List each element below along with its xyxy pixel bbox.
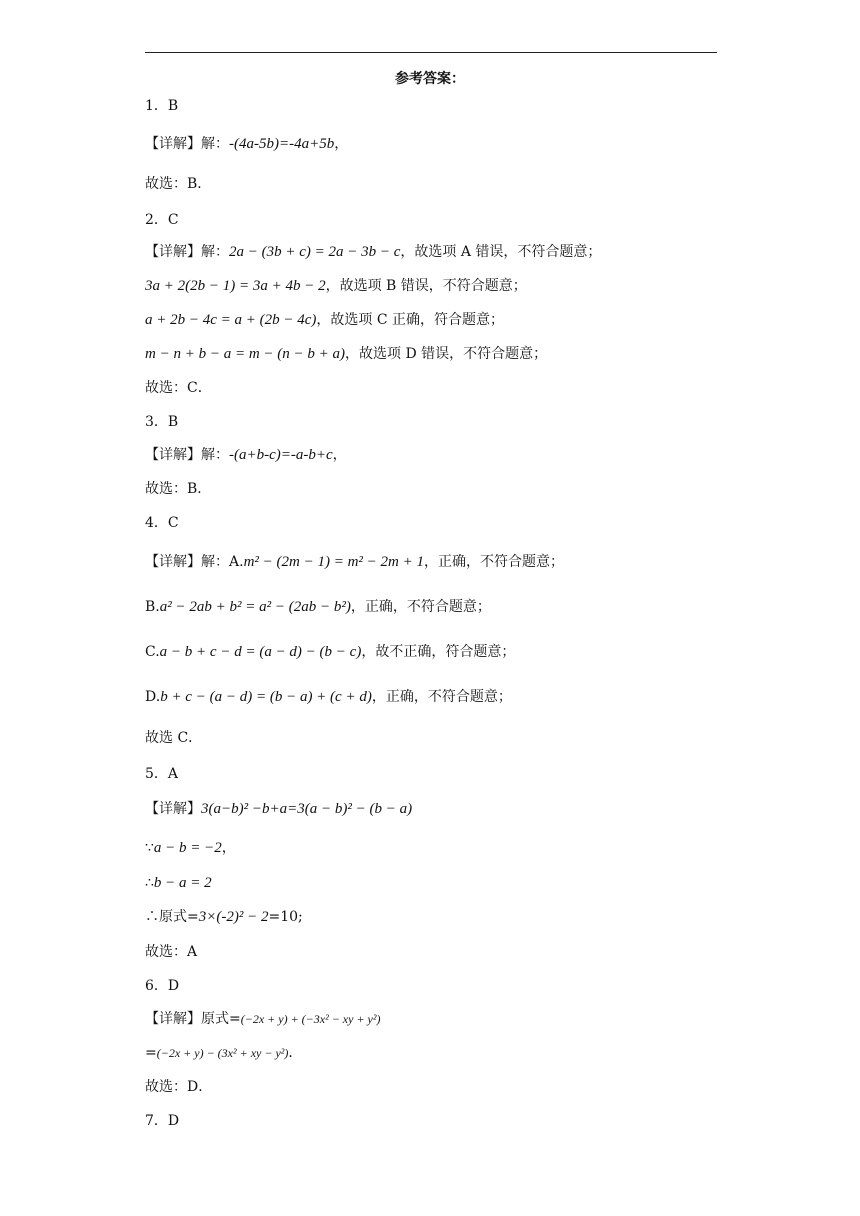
line-text: 故选：D． (145, 1079, 213, 1095)
line-text: 5．A (145, 766, 179, 782)
answer-line (145, 764, 178, 784)
math-expression: 3×(-2)² − 2 (198, 909, 269, 925)
line-text: 故选：B． (145, 481, 212, 497)
line-text: 故选：A (145, 944, 198, 960)
line-label: = (145, 1045, 157, 1061)
line-label: 【详解】原式= (145, 1011, 241, 1027)
line-text: 7．D (145, 1113, 180, 1129)
line-tail: ， (332, 447, 347, 463)
line-tail: ， (221, 840, 236, 856)
line-tail: ，故选项 A 错误，不符合题意； (400, 244, 602, 260)
answer-line (145, 838, 236, 858)
math-expression: a − b = −2 (153, 840, 222, 856)
answer-line (145, 344, 547, 364)
line-label: ∴ (145, 875, 154, 891)
line-text: 故选 C． (145, 730, 203, 746)
line-label: ∵ (145, 840, 154, 856)
answer-line (145, 445, 347, 465)
line-tail: ，正确，不符合题意； (371, 689, 512, 705)
answer-line (145, 942, 197, 962)
answer-line (145, 976, 179, 996)
line-tail: ， (334, 136, 349, 152)
line-tail: ，故选项 B 错误，不符合题意； (325, 278, 527, 294)
line-tail: =10; (268, 909, 303, 925)
math-expression: b − a = 2 (153, 875, 212, 891)
line-label: 【详解】 (145, 801, 201, 817)
answer-line (145, 242, 601, 262)
answer-line (145, 378, 212, 398)
math-expression: m² − (2m − 1) = m² − 2m + 1 (243, 554, 424, 570)
answer-line (145, 174, 211, 194)
line-label: ∴原式= (145, 909, 199, 925)
answer-line (145, 642, 515, 662)
line-text: 故选：B． (145, 176, 212, 192)
math-expression: (−2x + y) − (3x² + xy − y²) (156, 1046, 289, 1060)
line-tail: ． (288, 1045, 303, 1061)
answer-line (145, 907, 303, 927)
math-expression: 3a + 2(2b − 1) = 3a + 4b − 2 (145, 278, 326, 294)
line-text: 6．D (145, 978, 180, 994)
answer-line (145, 210, 179, 230)
line-label: 【详解】解： (145, 244, 229, 260)
line-text: 1．B (145, 98, 179, 114)
line-tail: ，故选项 D 错误，不符合题意； (345, 346, 548, 362)
answer-line (145, 728, 202, 748)
math-expression: 3(a−b)² −b+a=3(a − b)² − (b − a) (201, 801, 413, 817)
line-label: 【详解】解： (145, 136, 229, 152)
answer-line (145, 276, 527, 296)
answer-line (145, 873, 212, 893)
math-expression: (−2x + y) + (−3x² − xy + y²) (240, 1012, 381, 1026)
math-expression: m − n + b − a = m − (n − b + a) (145, 346, 346, 362)
answer-line (145, 1077, 212, 1097)
answer-line (145, 1111, 179, 1131)
answer-line (145, 412, 178, 432)
answer-line (145, 552, 564, 572)
line-label: D. (145, 689, 161, 705)
line-tail: ，故不正确，符合题意； (361, 644, 516, 660)
answer-line (145, 687, 512, 707)
answer-line (145, 513, 179, 533)
line-label: C. (145, 644, 160, 660)
header-rule (145, 52, 717, 53)
line-label: 【详解】解：A. (145, 554, 244, 570)
answer-line (145, 479, 211, 499)
line-label: B. (145, 599, 160, 615)
answer-line (145, 134, 348, 154)
page-title: 参考答案： (395, 71, 465, 87)
math-expression: b + c − (a − d) = (b − a) + (c + d) (160, 689, 372, 705)
line-tail: ，正确，不符合题意； (350, 599, 491, 615)
line-tail: ，故选项 C 正确，符合题意； (316, 312, 505, 328)
line-text: 2．C (145, 212, 179, 228)
math-expression: -(4a-5b)=-4a+5b (229, 136, 335, 152)
math-expression: a² − 2ab + b² = a² − (2ab − b²) (159, 599, 351, 615)
answer-line (145, 1009, 380, 1029)
line-label: 【详解】解： (145, 447, 229, 463)
line-text: 4．C (145, 515, 179, 531)
math-expression: a + 2b − 4c = a + (2b − 4c) (145, 312, 317, 328)
answer-line (145, 96, 178, 116)
math-expression: a − b + c − d = (a − d) − (b − c) (159, 644, 362, 660)
math-expression: -(a+b-c)=-a-b+c (229, 447, 333, 463)
answer-line (145, 310, 504, 330)
line-text: 故选：C． (145, 380, 212, 396)
math-expression: 2a − (3b + c) = 2a − 3b − c (229, 244, 401, 260)
answer-line (145, 597, 491, 617)
line-text: 3．B (145, 414, 179, 430)
answer-line (145, 799, 412, 819)
line-tail: ，正确，不符合题意； (424, 554, 564, 570)
answer-line (145, 1043, 302, 1063)
